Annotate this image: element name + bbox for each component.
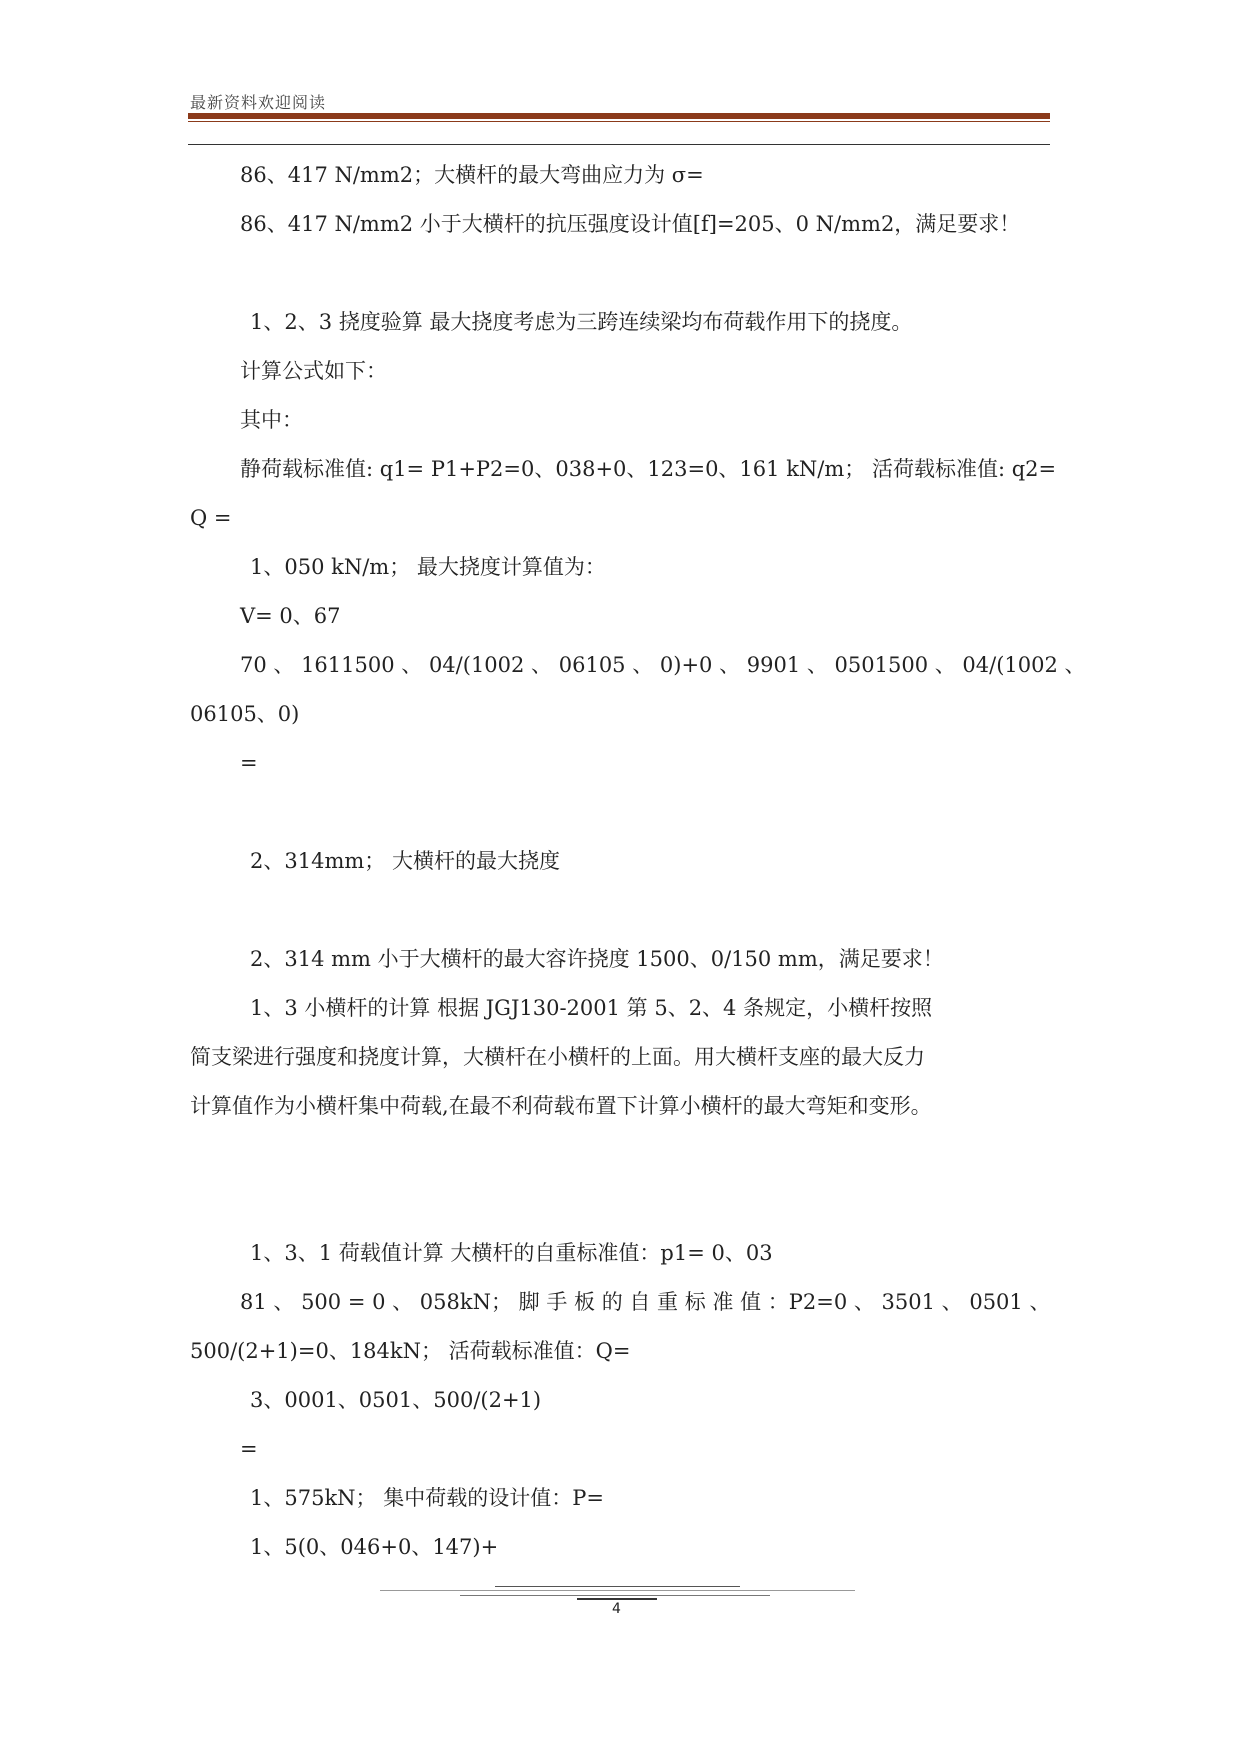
body-line: 81 、 500 = 0 、 058kN； 脚 手 板 的 自 重 标 准 值 ：P2=0 、 3501 、 0501 、 — [240, 1290, 1051, 1314]
footer-rule-short — [577, 1598, 657, 1600]
body-line: 1、3、1 荷载值计算 大横杆的自重标准值：p1= 0、03 — [250, 1241, 773, 1265]
body-line: 86、417 N/mm2；大横杆的最大弯曲应力为 σ= — [240, 163, 704, 187]
body-line: 其中： — [240, 408, 303, 432]
body-line: 06105、0) — [190, 702, 300, 726]
header-rule-thick — [188, 113, 1050, 119]
header-rule-thin — [188, 121, 1050, 122]
body-line: 1、5(0、046+0、147)+ — [250, 1535, 499, 1559]
body-line: Q = — [190, 506, 232, 530]
page-number: 4 — [612, 1601, 621, 1617]
body-line: 3、0001、0501、500/(2+1) — [250, 1388, 542, 1412]
page-header-text: 最新资料欢迎阅读 — [190, 93, 327, 112]
body-line: 2、314 mm 小于大横杆的最大容许挠度 1500、0/150 mm，满足要求！ — [250, 947, 944, 971]
body-line: 70 、 1611500 、 04/(1002 、 06105 、 0)+0 、 9901 、 0501500 、 04/(1002 、 — [240, 653, 1086, 677]
footer-rule-mid — [460, 1595, 770, 1596]
footer-rule-top — [495, 1586, 740, 1587]
body-line: 1、3 小横杆的计算 根据 JGJ130-2001 第 5、2、4 条规定，小横杆按照 — [250, 996, 933, 1020]
body-line: 1、050 kN/m； 最大挠度计算值为： — [250, 555, 606, 579]
body-line: 1、2、3 挠度验算 最大挠度考虑为三跨连续梁均布荷载作用下的挠度。 — [250, 310, 913, 334]
body-line: 计算值作为小横杆集中荷载,在最不利荷载布置下计算小横杆的最大弯矩和变形。 — [190, 1094, 932, 1118]
body-line: 2、314mm； 大横杆的最大挠度 — [250, 849, 560, 873]
body-line: 500/(2+1)=0、184kN； 活荷载标准值：Q= — [190, 1339, 631, 1363]
body-line: 简支梁进行强度和挠度计算，大横杆在小横杆的上面。用大横杆支座的最大反力 — [190, 1045, 925, 1069]
footer-rule-wide — [380, 1590, 855, 1591]
body-line: = — [240, 1437, 258, 1461]
body-line: 1、575kN； 集中荷载的设计值：P= — [250, 1486, 604, 1510]
header-rule-bottom — [188, 144, 1050, 145]
body-line: 静荷载标准值: q1= P1+P2=0、038+0、123=0、161 kN/m； 活荷载标准值: q2= — [240, 457, 1057, 481]
body-line: 86、417 N/mm2 小于大横杆的抗压强度设计值[f]=205、0 N/mm2，满足要求！ — [240, 212, 1021, 236]
body-line: V= 0、67 — [240, 604, 341, 628]
body-line: 计算公式如下： — [240, 359, 387, 383]
body-line: = — [240, 751, 258, 775]
